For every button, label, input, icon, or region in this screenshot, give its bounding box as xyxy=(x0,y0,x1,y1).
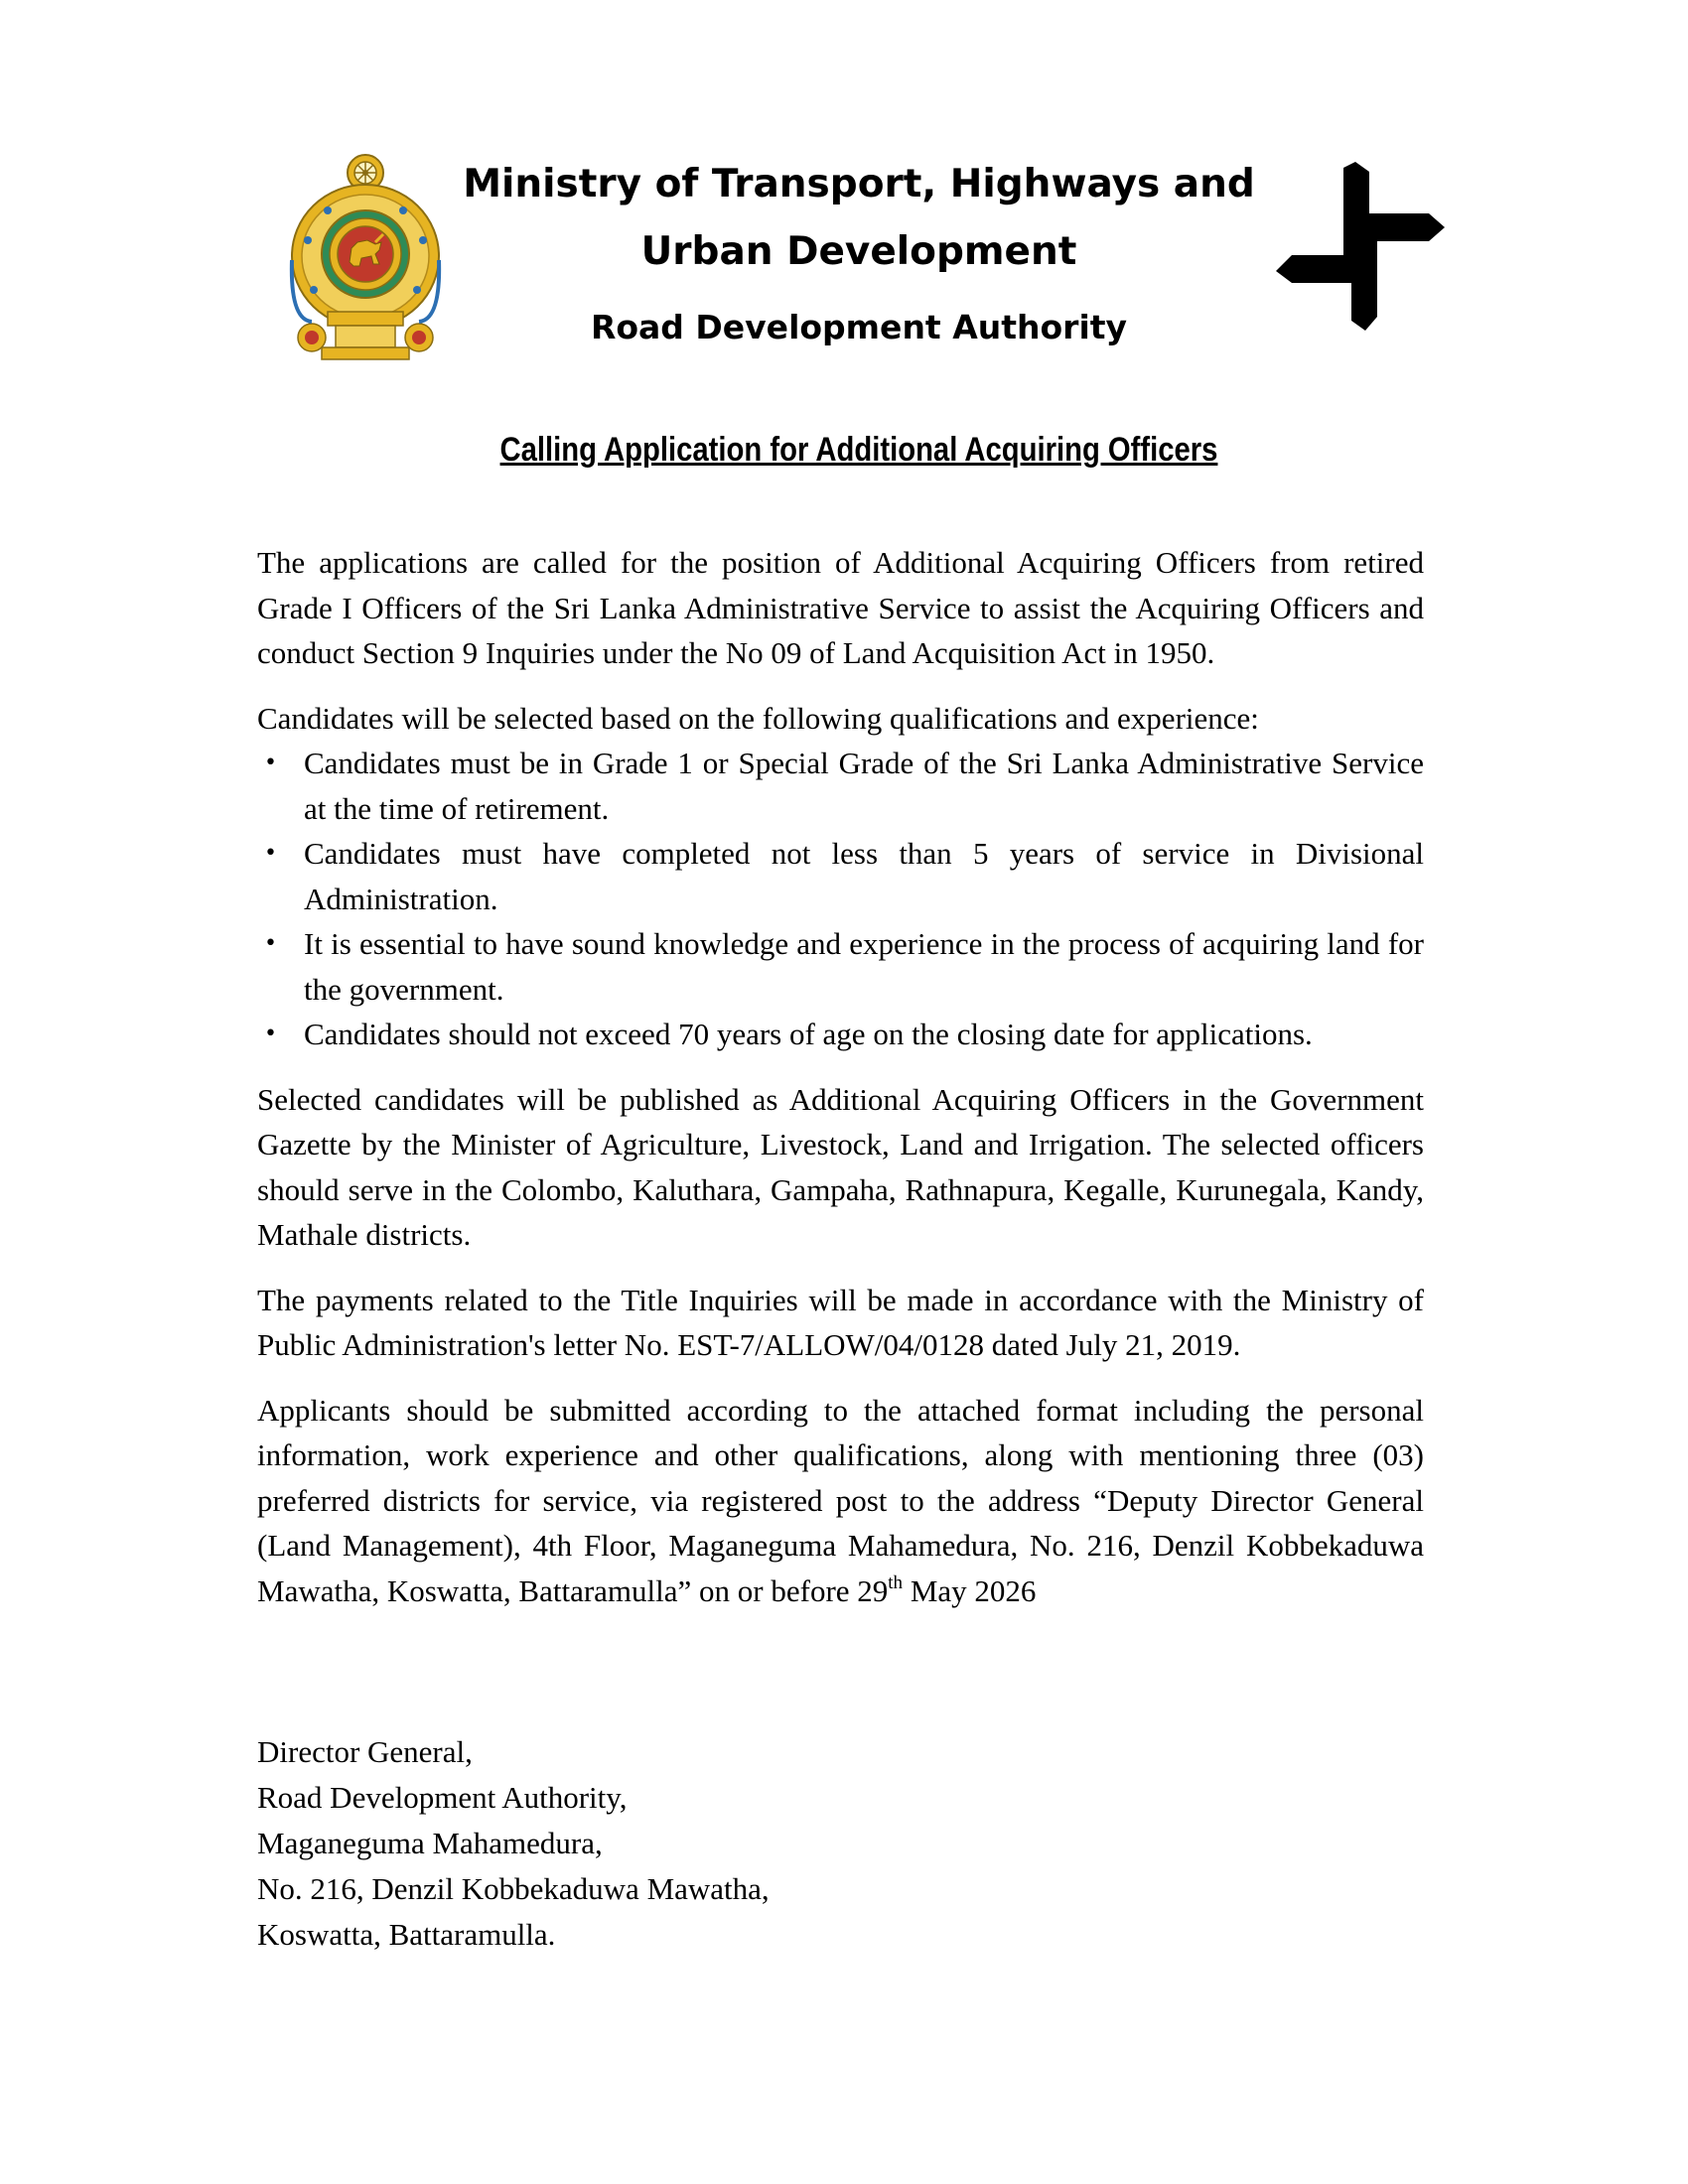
submission-paragraph xyxy=(257,1388,1424,1614)
bullet-icon: • xyxy=(264,931,277,956)
criteria-lead: Candidates will be selected based on the following qualifications and experience: xyxy=(257,700,1259,736)
signature-line: Koswatta, Battaramulla. xyxy=(257,1917,556,1952)
signature-line: Maganeguma Mahamedura, xyxy=(257,1826,603,1860)
bullet-icon: • xyxy=(264,1022,277,1046)
list-item xyxy=(257,1012,1424,1057)
notice-title: Calling Application for Additional Acquiring Officers xyxy=(499,431,1218,469)
signature-block xyxy=(257,1729,1151,1958)
signature-line: Director General, xyxy=(257,1734,473,1769)
list-item xyxy=(257,921,1424,1012)
sri-lanka-emblem-icon xyxy=(288,151,443,365)
signature-line: Road Development Authority, xyxy=(257,1780,628,1815)
list-item xyxy=(257,741,1424,831)
notice-body xyxy=(257,540,1424,1633)
date-superscript: th xyxy=(888,1571,904,1593)
selection-paragraph: Selected candidates will be published as Additional Acquiring Officers in the Government Gazette by the Minister of Agriculture, Livestock, Land and Irrigation. The selected officers should serve in the Colombo, Kaluthara, Gampaha, Rathnapura, Kegalle, Kurunegala, Kandy, Mathale districts. xyxy=(257,1081,1424,1252)
submission-text: Applicants should be submitted according to the attached format including the personal information, work experience and other qualifications, along with mentioning three (03) preferred districts for service, via registered post to the address “Deputy Director General (Land Management), 4th Floor, Maganeguma Mahamedura, No. 216, Denzil Kobbekaduwa Mawatha, Koswatta, Battaramulla” on or before 29 xyxy=(257,1392,1424,1608)
ministry-title-line1: Ministry of Transport, Highways and xyxy=(463,162,1255,206)
rda-logo-icon xyxy=(1276,162,1445,333)
bullet-icon: • xyxy=(264,751,277,775)
criteria-list xyxy=(257,741,1424,1057)
ministry-title xyxy=(427,151,1291,286)
list-item xyxy=(257,831,1424,921)
criteria-item-text: It is essential to have sound knowledge and experience in the process of acquiring land for the government. xyxy=(304,926,1424,1007)
intro-paragraph: The applications are called for the position of Additional Acquiring Officers from retired Grade I Officers of the Sri Lanka Administrative Service to assist the Acquiring Officers and conduct Section 9 Inquiries under the No 09 of Land Acquisition Act in 1950. xyxy=(257,545,1424,670)
signature-line: No. 216, Denzil Kobbekaduwa Mawatha, xyxy=(257,1871,770,1906)
criteria-item-text: Candidates should not exceed 70 years of age on the closing date for applications. xyxy=(304,1017,1313,1051)
ministry-title-line2: Urban Development xyxy=(640,229,1077,274)
submission-date-end: May 2026 xyxy=(903,1572,1037,1608)
payments-paragraph: The payments related to the Title Inquiries will be made in accordance with the Ministry of Public Administration's letter No. EST-7/ALLOW/04/0128 dated July 21, 2019. xyxy=(257,1282,1424,1362)
bullet-icon: • xyxy=(264,841,277,866)
authority-title: Road Development Authority xyxy=(590,308,1128,346)
criteria-item-text: Candidates must be in Grade 1 or Special Grade of the Sri Lanka Administrative Service at the time of retirement. xyxy=(304,746,1424,826)
criteria-item-text: Candidates must have completed not less than 5 years of service in Divisional Administration. xyxy=(304,836,1424,916)
